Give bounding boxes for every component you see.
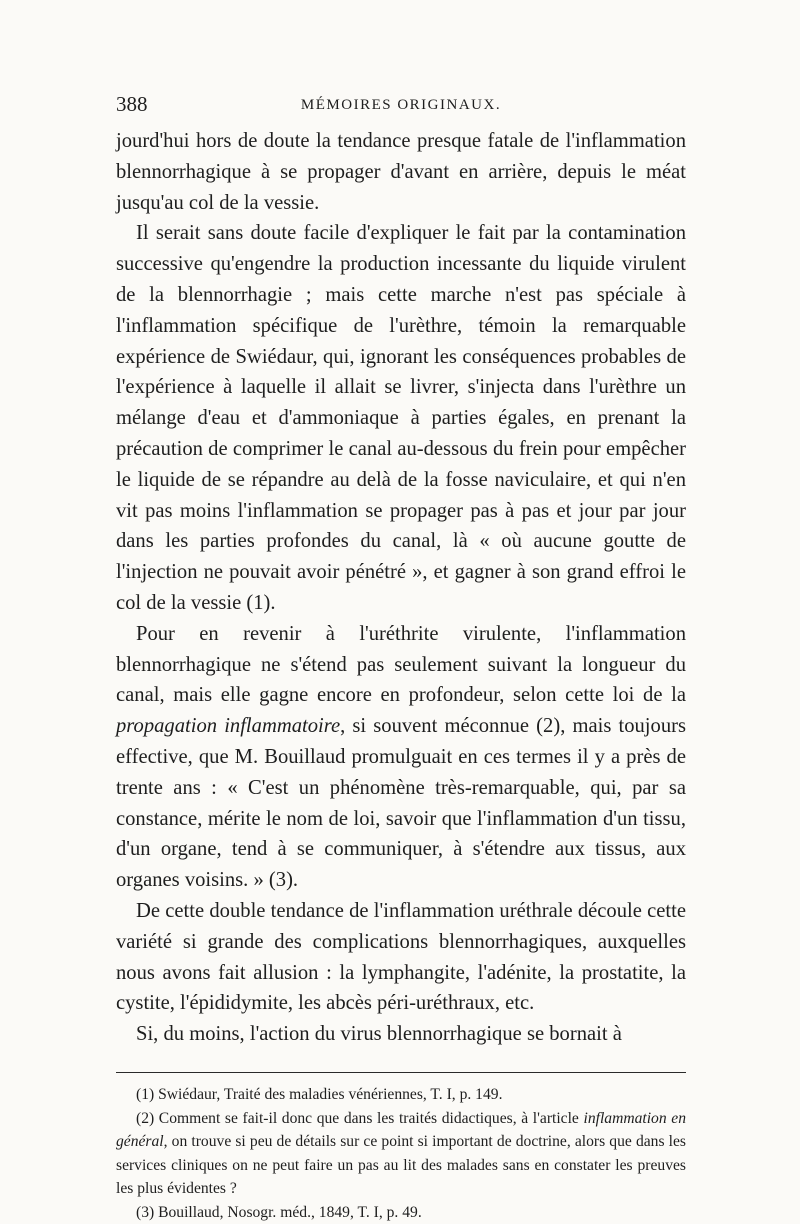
footnote-text: (1) Swiédaur, Traité des maladies vénériennes, T. I, p. 149. bbox=[136, 1085, 503, 1103]
body-text bbox=[116, 126, 686, 1050]
paragraph-4 bbox=[116, 896, 686, 1019]
footnote-text: (3) Bouillaud, Nosogr. méd., 1849, T. I, p. 49. bbox=[136, 1203, 422, 1221]
paragraph-text: Il serait sans doute facile d'expliquer le fait par la contamination successive qu'engendre la production incessante du liquide virulent de la blennorrhagie ; mais cette marche n'est pas spéciale à l'inflammation spécifique de l'urèthre, témoin la remarquable expérience de Swiédaur, qui, ignorant les conséquences probables de l'expérience à laquelle il allait se livrer, s'injecta dans l'urèthre un mélange d'eau et d'ammoniaque à parties égales, en prenant la précaution de comprimer le canal au-dessous du frein pour empêcher le liquide de se répandre au delà de la fosse naviculaire, et qui n'en vit pas moins l'inflammation se propager pas à pas et jour par jour dans les parties profondes du canal, là « où aucune goutte de l'injection ne pouvait avoir pénétré », et gagner à son grand effroi le col de la vessie (1). bbox=[116, 222, 686, 614]
paragraph-3 bbox=[116, 619, 686, 896]
footnote-text: , on trouve si peu de détails sur ce point si important de doctrine, alors que dans les services cliniques on ne peut faire un pas au lit des malades sans en constater les preuves les plus évidentes ? bbox=[116, 1133, 686, 1198]
footnote-text: (2) Comment se fait-il donc que dans les traités didactiques, à l'article bbox=[136, 1109, 584, 1127]
paragraph-2 bbox=[116, 218, 686, 618]
page-header bbox=[116, 92, 686, 120]
paragraph-text: , si souvent méconnue (2), mais toujours effective, que M. Bouillaud promulguait en ces termes il y a près de trente ans : « C'est un phénomène très-remarquable, qui, par sa constance, mérite le nom de loi, savoir que l'inflammation d'un tissu, d'un organe, tend à se communiquer, à s'étendre aux tissus, aux organes voisins. » (3). bbox=[116, 715, 686, 892]
emphasis-text: propagation inflammatoire bbox=[116, 715, 341, 738]
paragraph-text: De cette double tendance de l'inflammation uréthrale découle cette variété si grande des complications blennorrhagiques, auxquelles nous avons fait allusion : la lymphangite, l'adénite, la prostatite, la cystite, l'épididymite, les abcès péri-uréthraux, etc. bbox=[116, 899, 686, 1015]
paragraph-text: Si, du moins, l'action du virus blennorrhagique se bornait à bbox=[136, 1023, 622, 1046]
footnote-3 bbox=[116, 1201, 686, 1224]
footnotes bbox=[116, 1083, 686, 1224]
running-title: MÉMOIRES ORIGINAUX. bbox=[300, 97, 502, 113]
book-page bbox=[116, 92, 686, 1224]
paragraph-text: jourd'hui hors de doute la tendance presque fatale de l'inflammation blennorrhagique à se propager d'avant en arrière, depuis le méat jusqu'au col de la vessie. bbox=[116, 130, 686, 214]
paragraph-1 bbox=[116, 126, 686, 218]
paragraph-5 bbox=[116, 1019, 686, 1050]
footnote-1 bbox=[116, 1083, 686, 1107]
page-number: 388 bbox=[116, 92, 148, 116]
footnote-2 bbox=[116, 1107, 686, 1201]
paragraph-text: Pour en revenir à l'uréthrite virulente, l'inflammation blennorrhagique ne s'étend pas seulement suivant la longueur du canal, mais elle gagne encore en profondeur, selon cette loi de la bbox=[116, 622, 686, 707]
emphasis-text: inflammation en général bbox=[116, 1109, 686, 1151]
footnote-rule bbox=[116, 1072, 686, 1073]
